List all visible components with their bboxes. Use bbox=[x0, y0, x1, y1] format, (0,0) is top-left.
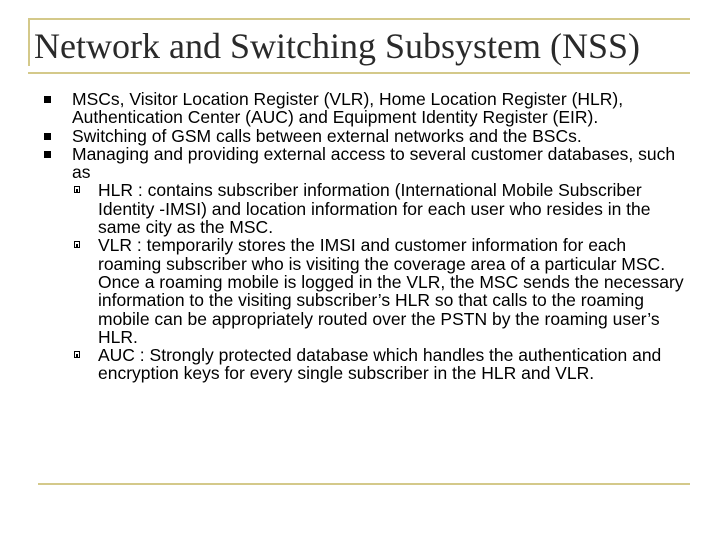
title-top-rule bbox=[28, 18, 690, 20]
footer-rule bbox=[38, 483, 690, 485]
bullet-text: Switching of GSM calls between external networks and the BSCs. bbox=[72, 125, 582, 146]
sub-bullet-auc bbox=[72, 346, 684, 383]
bullet-item-databases bbox=[44, 145, 684, 383]
hollow-square-bullet-icon bbox=[74, 351, 80, 358]
filled-square-bullet-icon bbox=[44, 133, 51, 140]
slide-title: Network and Switching Subsystem (NSS) bbox=[34, 26, 640, 66]
title-left-rule bbox=[28, 18, 30, 66]
bullet-item-components bbox=[44, 90, 684, 127]
sub-bullet-hlr bbox=[72, 181, 684, 236]
title-divider bbox=[28, 72, 690, 74]
filled-square-bullet-icon bbox=[44, 96, 51, 103]
bullet-item-switching bbox=[44, 127, 684, 145]
sub-bullet-vlr bbox=[72, 236, 684, 346]
sub-bullet-text: VLR : temporarily stores the IMSI and customer information for each roaming subscriber who is visiting the coverage area of a particular MSC. Once a roaming mobile is logged in the VLR, the MSC sends the necessary information to the visiting subscriber’s HLR so that calls to the roaming mobile can be appropriately routed over the PSTN by the roaming user’s HLR. bbox=[98, 235, 684, 347]
bullet-text: Managing and providing external access to several customer databases, such as bbox=[72, 143, 676, 183]
filled-square-bullet-icon bbox=[44, 151, 51, 158]
sub-bullet-text: AUC : Strongly protected database which handles the authentication and encryption keys for every single subscriber in the HLR and VLR. bbox=[98, 345, 662, 384]
sub-bullet-list bbox=[72, 181, 684, 382]
hollow-square-bullet-icon bbox=[74, 241, 80, 248]
sub-bullet-text: HLR : contains subscriber information (International Mobile Subscriber Identity -IMSI) and location information for each user who resides in the same city as the MSC. bbox=[98, 180, 651, 238]
hollow-square-bullet-icon bbox=[74, 186, 80, 193]
slide-body bbox=[44, 90, 684, 383]
bullet-text: MSCs, Visitor Location Register (VLR), Home Location Register (HLR), Authentication Center (AUC) and Equipment Identity Register (EIR). bbox=[72, 89, 624, 128]
